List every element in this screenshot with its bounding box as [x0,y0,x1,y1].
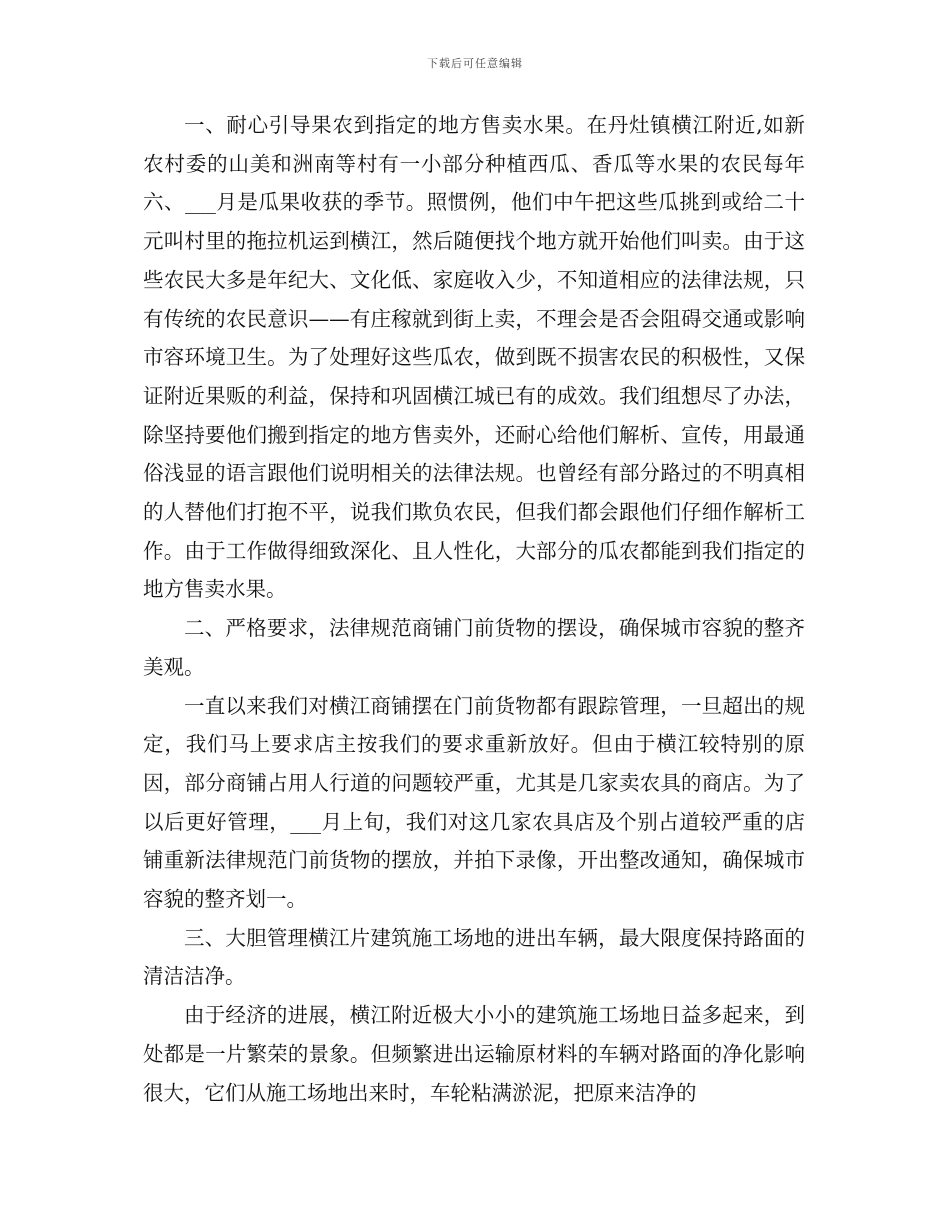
page-header: 下载后可任意编辑 [427,57,523,70]
paragraph-3: 一直以来我们对横江商铺摆在门前货物都有跟踪管理，一旦超出的规定，我们马上要求店主按我们的要求重新放好。但由于横江较特别的原因，部分商铺占用人行道的问题较严重，尤其是几家卖农具的商店。为了以后更好管理，___月上旬，我们对这几家农具店及个别占道较严重的店铺重新法律规范门前货物的摆放，并拍下录像，开出整改通知，确保城市容貌的整齐划一。 [143,693,805,912]
document-body [143,106,805,1112]
paragraph-4-heading: 三、大胆管理横江片建筑施工场地的进出车辆，最大限度保持路面的清洁洁净。 [143,925,805,989]
paragraph-2-heading: 二、严格要求，法律规范商铺门前货物的摆设，确保城市容貌的整齐美观。 [143,616,805,679]
paragraph-1: 一、耐心引导果农到指定的地方售卖水果。在丹灶镇横江附近,如新农村委的山美和洲南等村有一小部分种植西瓜、香瓜等水果的农民每年六、___月是瓜果收获的季节。照惯例，他们中午把这些瓜挑到或给二十元叫村里的拖拉机运到横江，然后随便找个地方就开始他们叫卖。由于这些农民大多是年纪大、文化低、家庭收入少，不知道相应的法律法规，只有传统的农民意识——有庄稼就到街上卖，不理会是否会阻碍交通或影响市容环境卫生。为了处理好这些瓜农，做到既不损害农民的积极性，又保证附近果贩的利益，保持和巩固横江城已有的成效。我们组想尽了办法，除坚持要他们搬到指定的地方售卖外，还耐心给他们解析、宣传，用最通俗浅显的语言跟他们说明相关的法律法规。也曾经有部分路过的不明真相的人替他们打抱不平，说我们欺负农民，但我们都会跟他们仔细作解析工作。由于工作做得细致深化、且人性化，大部分的瓜农都能到我们指定的地方售卖水果。 [143,113,805,602]
paragraph-5: 由于经济的进展，横江附近极大小小的建筑施工场地日益多起来，到处都是一片繁荣的景象。但频繁进出运输原材料的车辆对路面的净化影响很大，它们从施工场地出来时，车轮粘满淤泥，把原来洁净的 [143,1003,805,1105]
